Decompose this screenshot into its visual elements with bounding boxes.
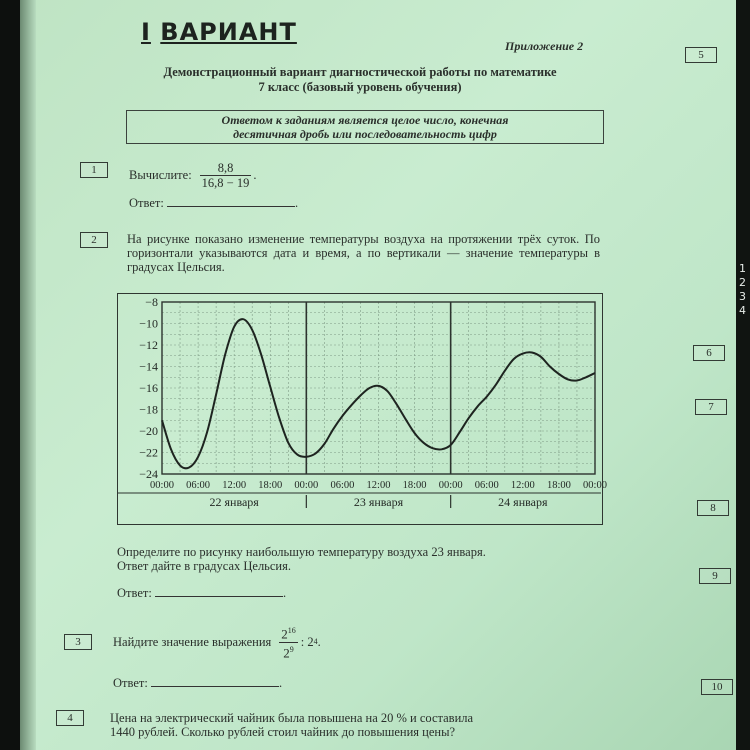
task-3-number: 3 (64, 634, 92, 650)
date-label: 22 января (209, 495, 259, 509)
y-tick-label: −8 (145, 295, 158, 309)
side-answer-box-10: 10 (701, 679, 733, 695)
task-1-answer: Ответ: . (129, 193, 298, 210)
task-3-divisor-exp: 4 (313, 637, 318, 646)
x-tick-label: 18:00 (546, 480, 571, 491)
task-3-numerator (279, 624, 298, 642)
next-page-edge (736, 0, 750, 750)
page-shadow (20, 0, 36, 750)
task-3-text: Найдите значение выражения (113, 635, 272, 649)
task-1-fraction (200, 161, 252, 190)
side-answer-box-8: 8 (697, 500, 729, 516)
task-4-number: 4 (56, 710, 84, 726)
task-1-period: . (253, 168, 257, 182)
x-tick-label: 12:00 (222, 480, 247, 491)
edge-char-2: 2 (739, 276, 746, 289)
task-3-denominator-base: 2 (283, 644, 290, 660)
task-1-denominator: 16,8 − 19 (201, 175, 250, 190)
y-tick-label: −24 (139, 467, 158, 481)
task-2-answer-label: Ответ: (117, 586, 152, 600)
x-tick-label: 18:00 (402, 480, 427, 491)
task-3-question (113, 620, 321, 664)
task-2-answer: Ответ: . (117, 583, 286, 600)
date-label: 23 января (353, 495, 404, 509)
x-tick-label: 00:00 (438, 480, 463, 491)
side-answer-box-6: 6 (693, 345, 725, 361)
task-1-numerator: 8,8 (200, 161, 252, 176)
task-2-question-line2: Ответ дайте в градусах Цельсия. (117, 559, 291, 573)
answer-format-note-line1: Ответом к заданиям является целое число, конечная (221, 113, 509, 127)
y-tick-label: −14 (139, 359, 158, 374)
y-tick-label: −16 (139, 381, 158, 395)
task-1-answer-label: Ответ: (129, 196, 164, 210)
x-tick-label: 12:00 (366, 480, 391, 491)
answer-format-note (126, 110, 604, 144)
document-title-line1: Демонстрационный вариант диагностической работы по математике (163, 65, 557, 79)
variant-word: ВАРИАНТ (160, 18, 297, 46)
task-4-text (110, 711, 603, 739)
edge-char-1: 1 (739, 262, 746, 275)
task-3-answer-field[interactable] (151, 673, 279, 687)
handwritten-variant-title (141, 18, 297, 46)
y-tick-label: −22 (139, 445, 158, 460)
task-3-denominator-exp: 9 (289, 644, 294, 654)
task-3-period: . (317, 635, 321, 649)
task-2-question-line1: Определите по рисунку наибольшую температуру воздуха 23 января. (117, 545, 486, 559)
x-tick-label: 00:00 (150, 480, 174, 491)
y-tick-label: −12 (139, 338, 158, 352)
x-tick-label: 00:00 (294, 480, 319, 491)
task-4-text-line2: 1440 рублей. Сколько рублей стоил чайник до повышения цены? (110, 725, 456, 739)
task-2-text: На рисунке показано изменение температуры воздуха на протяжении трёх суток. По горизонтали указываются дата и время, а по вертикали — значение температуры в градусах Цельсия. (127, 232, 600, 274)
edge-char-3: 3 (739, 290, 746, 303)
x-tick-label: 06:00 (474, 480, 499, 491)
task-3-numerator-base: 2 (281, 626, 288, 642)
task-4-text-line1: Цена на электрический чайник была повышена на 20 % и составила (110, 711, 474, 725)
x-tick-label: 06:00 (330, 480, 355, 491)
task-3-answer: Ответ: . (113, 673, 282, 690)
y-tick-label: −10 (139, 316, 158, 331)
x-tick-label: 06:00 (186, 480, 211, 491)
task-1-text: Вычислите: (129, 168, 192, 182)
x-tick-label: 18:00 (258, 480, 283, 491)
temperature-chart (118, 294, 607, 523)
task-2-answer-field[interactable] (155, 583, 283, 597)
task-1-question (129, 160, 256, 190)
task-1-answer-field[interactable] (167, 193, 295, 207)
temperature-series-line (162, 319, 595, 468)
variant-roman-numeral: I (141, 18, 151, 46)
task-2-question (117, 545, 603, 573)
x-tick-label: 00:00 (583, 480, 607, 491)
side-answer-box-7: 7 (695, 399, 727, 415)
task-3-denominator (279, 643, 298, 660)
appendix-label: Приложение 2 (505, 39, 584, 53)
side-answer-box-9: 9 (699, 568, 731, 584)
document-title (120, 65, 600, 95)
task-3-fraction (279, 624, 298, 660)
temperature-chart-frame (117, 293, 607, 525)
date-label: 24 января (498, 495, 548, 509)
y-tick-label: −20 (139, 424, 158, 438)
y-tick-label: −18 (139, 402, 158, 417)
x-tick-label: 12:00 (510, 480, 535, 491)
side-answer-box-5: 5 (685, 47, 717, 63)
task-2-number: 2 (80, 232, 108, 248)
document-title-line2: 7 класс (базовый уровень обучения) (258, 80, 462, 94)
task-3-numerator-exp: 16 (287, 626, 296, 636)
task-3-answer-label: Ответ: (113, 676, 148, 690)
answer-format-note-line2: десятичная дробь или последовательность цифр (233, 127, 497, 141)
edge-char-4: 4 (739, 304, 746, 317)
task-3-divisor-base: : 2 (300, 635, 314, 649)
task-1-number: 1 (80, 162, 108, 178)
